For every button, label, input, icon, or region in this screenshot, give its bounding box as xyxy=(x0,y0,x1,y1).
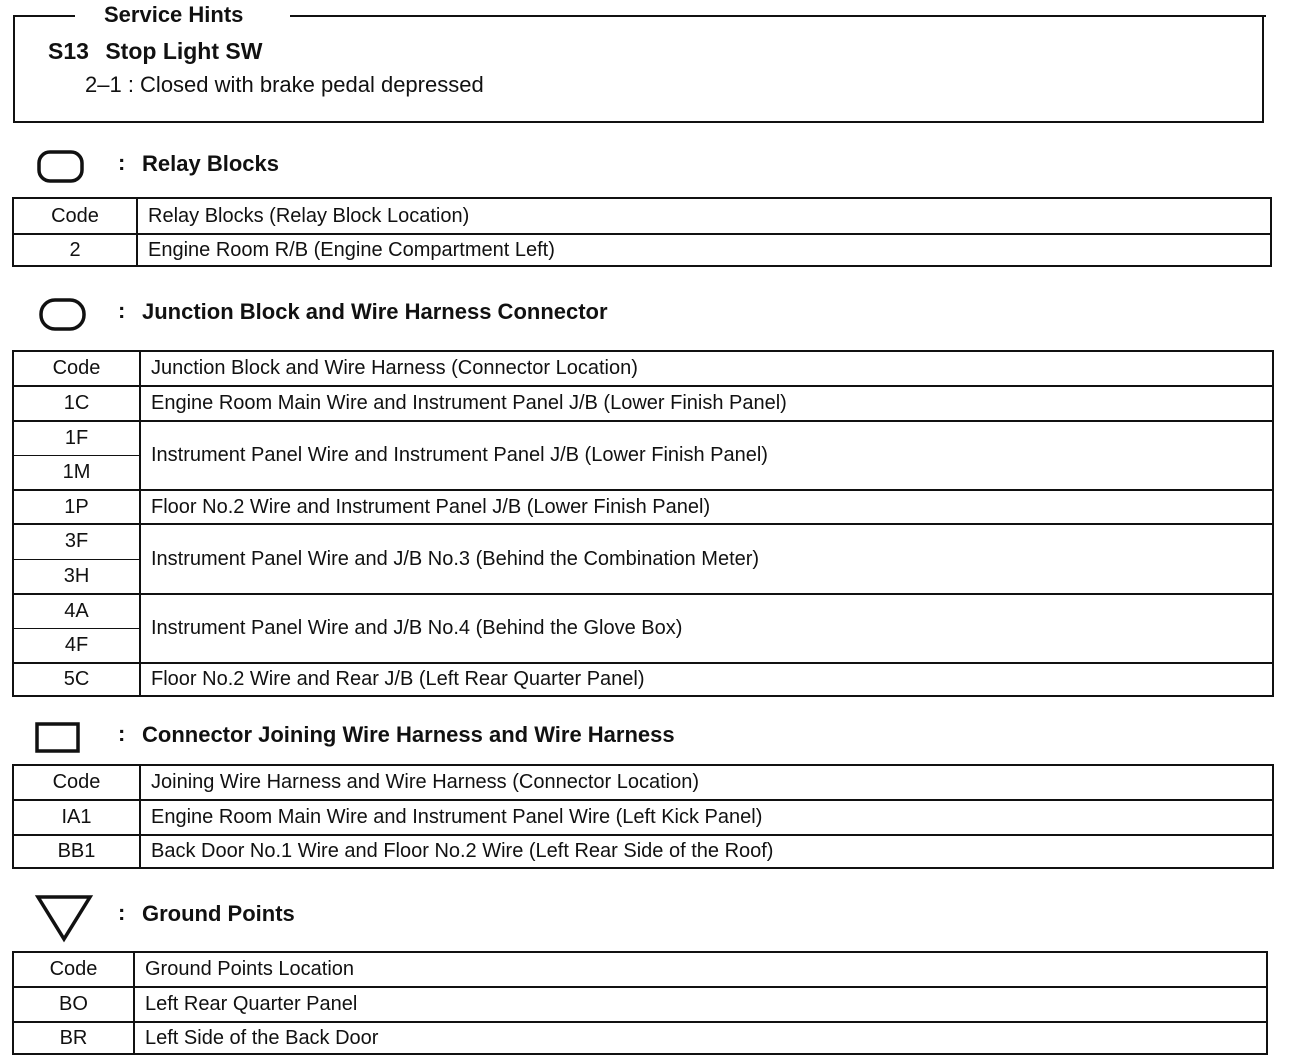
junction-colon: : xyxy=(118,298,126,323)
connectors-table xyxy=(12,764,1274,869)
row-code: IA1 xyxy=(13,800,140,835)
header-code: Code xyxy=(13,765,140,800)
row-location: Engine Room Main Wire and Instrument Panel J/B (Lower Finish Panel) xyxy=(140,386,1273,421)
row-location: Instrument Panel Wire and J/B No.3 (Behind the Combination Meter) xyxy=(140,524,1273,594)
table-header-row xyxy=(13,351,1273,386)
relay-blocks-table xyxy=(12,197,1272,267)
relay-blocks-title: Relay Blocks xyxy=(142,151,279,176)
rectangle-icon xyxy=(34,721,82,755)
oval-icon xyxy=(38,297,88,333)
row-location: Engine Room R/B (Engine Compartment Left) xyxy=(137,234,1271,266)
table-header-row xyxy=(13,952,1267,987)
table-row xyxy=(13,490,1273,524)
header-code: Code xyxy=(13,351,140,386)
ground-colon: : xyxy=(118,900,126,925)
component-heading xyxy=(48,38,262,65)
row-code: 1C xyxy=(13,386,140,421)
table-header-row xyxy=(13,198,1271,234)
header-code: Code xyxy=(13,198,137,234)
row-code: BR xyxy=(13,1022,134,1054)
row-location: Back Door No.1 Wire and Floor No.2 Wire (Left Rear Side of the Roof) xyxy=(140,835,1273,868)
table-header-row xyxy=(13,765,1273,800)
header-location: Relay Blocks (Relay Block Location) xyxy=(137,198,1271,234)
component-code: S13 xyxy=(48,38,89,64)
row-code: 5C xyxy=(13,663,140,696)
row-code: 4A xyxy=(13,594,140,628)
row-location: Instrument Panel Wire and Instrument Panel J/B (Lower Finish Panel) xyxy=(140,421,1273,490)
row-location: Floor No.2 Wire and Instrument Panel J/B (Lower Finish Panel) xyxy=(140,490,1273,524)
component-detail: 2–1 : Closed with brake pedal depressed xyxy=(85,72,484,97)
service-hints-box xyxy=(13,16,1264,123)
table-row xyxy=(13,386,1273,421)
table-row xyxy=(13,835,1273,868)
connectors-title: Connector Joining Wire Harness and Wire Harness xyxy=(142,722,675,747)
connectors-colon: : xyxy=(118,721,126,746)
row-code: 2 xyxy=(13,234,137,266)
header-location: Junction Block and Wire Harness (Connector Location) xyxy=(140,351,1273,386)
row-code: 4F xyxy=(13,628,140,663)
ground-title: Ground Points xyxy=(142,901,295,926)
service-hints-title: Service Hints xyxy=(104,2,244,27)
table-row xyxy=(13,421,1273,455)
row-location: Instrument Panel Wire and J/B No.4 (Behind the Glove Box) xyxy=(140,594,1273,663)
row-location: Left Side of the Back Door xyxy=(134,1022,1267,1054)
row-location: Floor No.2 Wire and Rear J/B (Left Rear Quarter Panel) xyxy=(140,663,1273,696)
row-location: Engine Room Main Wire and Instrument Panel Wire (Left Kick Panel) xyxy=(140,800,1273,835)
row-code: BO xyxy=(13,987,134,1022)
header-location: Ground Points Location xyxy=(134,952,1267,987)
hints-border-right xyxy=(290,15,1266,17)
header-code: Code xyxy=(13,952,134,987)
row-code: BB1 xyxy=(13,835,140,868)
row-code: 1F xyxy=(13,421,140,455)
table-row xyxy=(13,594,1273,628)
junction-title: Junction Block and Wire Harness Connector xyxy=(142,299,608,324)
table-row xyxy=(13,987,1267,1022)
table-row xyxy=(13,234,1271,266)
ground-points-table xyxy=(12,951,1268,1055)
row-code: 1P xyxy=(13,490,140,524)
hints-border-left xyxy=(13,15,75,17)
row-code: 3F xyxy=(13,524,140,559)
rounded-rect-icon xyxy=(37,149,85,185)
table-row xyxy=(13,800,1273,835)
header-location: Joining Wire Harness and Wire Harness (Connector Location) xyxy=(140,765,1273,800)
table-row xyxy=(13,524,1273,559)
junction-blocks-table xyxy=(12,350,1274,697)
row-code: 3H xyxy=(13,559,140,594)
down-triangle-icon xyxy=(34,893,94,943)
relay-blocks-colon: : xyxy=(118,150,126,175)
row-location: Left Rear Quarter Panel xyxy=(134,987,1267,1022)
component-name: Stop Light SW xyxy=(105,38,263,64)
row-code: 1M xyxy=(13,455,140,490)
table-row xyxy=(13,663,1273,696)
table-row xyxy=(13,1022,1267,1054)
